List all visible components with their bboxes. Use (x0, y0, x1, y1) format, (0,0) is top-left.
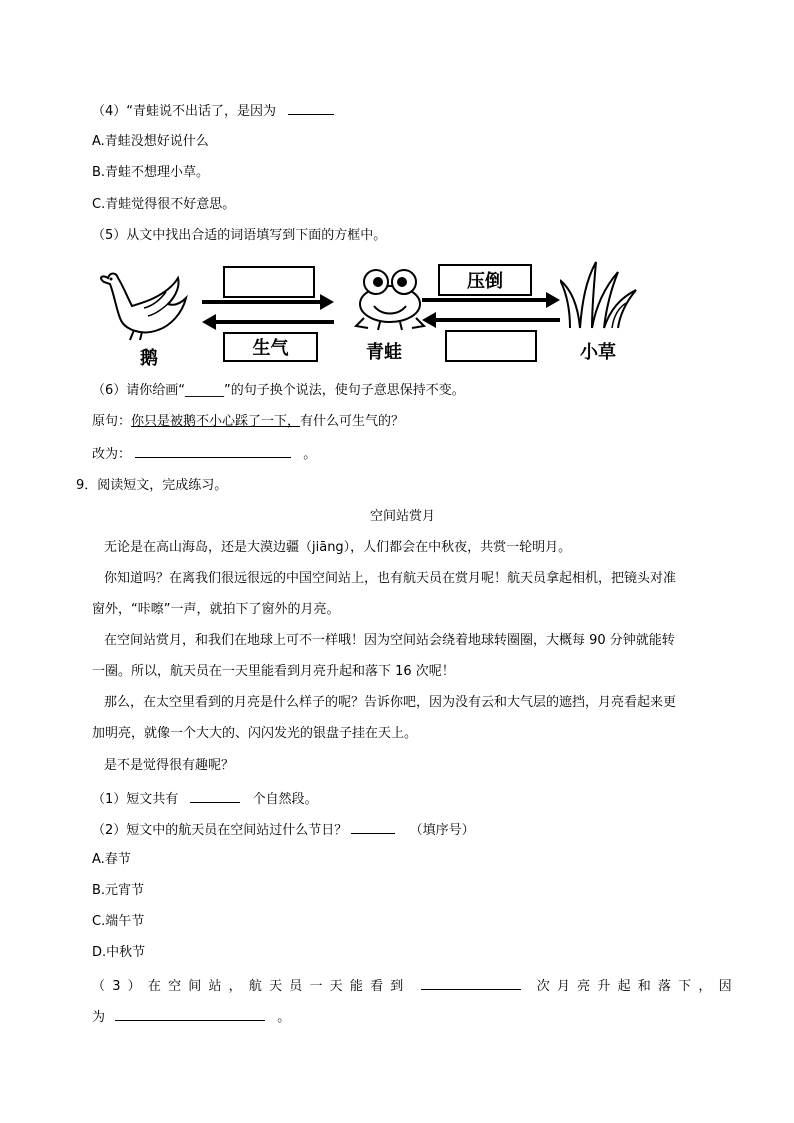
s9-q3-end: 。 (277, 1010, 291, 1025)
q6-original-rest: 有什么可生气的？ (300, 414, 405, 429)
q4-prompt-line (92, 100, 334, 122)
passage-paragraph-2-line-1: 你知道吗？在离我们很远很远的中国空间站上，也有航天员在赏月呢！航天员拿起相机，把镜头对准 (104, 571, 677, 586)
s9-q1-blank[interactable] (190, 788, 240, 803)
grass-label: 小草 (580, 342, 616, 363)
q6-rewrite-end: 。 (303, 447, 317, 462)
s9-q2-line (92, 819, 475, 841)
s9-q2-option-a: A.春节 (92, 852, 131, 867)
arrows-goose-frog-icon (198, 288, 338, 332)
q4-option-c: C.青蛙觉得很不好意思。 (92, 197, 236, 212)
s9-q2-blank[interactable] (351, 819, 395, 834)
s9-q1-prompt: （1）短文共有 (92, 792, 179, 807)
frog-label: 青蛙 (366, 342, 402, 363)
q6-rewrite-line (92, 443, 316, 465)
goose-label: 鹅 (140, 348, 158, 369)
s9-q2-prompt: （2）短文中的航天员在空间站过什么节日？ (92, 823, 348, 838)
box-anger-text: 生气 (252, 338, 289, 359)
arrows-frog-grass-icon (418, 288, 564, 332)
q6-rewrite-label: 改为： (92, 447, 132, 462)
s9-q3-middle: 次月亮升起和落下，因 (536, 979, 739, 994)
q4-answer-blank[interactable] (288, 100, 334, 115)
s9-q3-reason-label: 为 (92, 1010, 106, 1025)
s9-q2-option-b: B.元宵节 (92, 883, 145, 898)
s9-q1-suffix: 个自然段。 (252, 792, 318, 807)
passage-paragraph-4-line-1: 那么，在太空里看到的月亮是什么样子的呢？告诉你吧，因为没有云和大气层的遮挡，月亮看起来更 (104, 695, 677, 710)
s9-q3-reason-blank[interactable] (115, 1006, 265, 1021)
passage-paragraph-5: 是不是觉得很有趣呢？ (104, 758, 235, 773)
s9-q2-suffix: （填序号） (409, 823, 475, 838)
passage-paragraph-4-line-2: 加明亮，就像一个大大的、闪闪发光的银盘子挂在天上。 (92, 726, 418, 741)
goose-icon (94, 264, 190, 342)
s9-q2-option-d: D.中秋节 (92, 945, 146, 960)
q6-original-line (92, 412, 404, 432)
passage-title: 空间站赏月 (370, 509, 436, 524)
q6-original-label: 原句： (92, 414, 132, 429)
passage-paragraph-1: 无论是在高山海岛，还是大漠边疆（jiāng），人们都会在中秋夜，共赏一轮明月。 (104, 540, 572, 555)
box-press-down-text: 压倒 (467, 271, 503, 292)
s9-q3-line-1 (92, 975, 739, 997)
q6-underlined-sentence: 你只是被鹅不小心踩了一下， (131, 414, 301, 429)
q6-rewrite-blank[interactable] (135, 443, 291, 458)
q6-prompt: （6）请你给画“______”的句子换个说法，使句子意思保持不变。 (92, 383, 465, 398)
grass-icon (560, 258, 640, 330)
answer-box-grass-to-frog[interactable] (445, 330, 537, 362)
s9-q1-line (92, 788, 318, 810)
word-relationship-diagram (90, 258, 650, 370)
passage-paragraph-3-line-1: 在空间站赏月，和我们在地球上可不一样哦！因为空间站会绕着地球转圈圈，大概每 90 分钟就能转 (104, 633, 675, 648)
passage-paragraph-2-line-2: 窗外，“咔嚓”一声，就拍下了窗外的月亮。 (92, 602, 340, 617)
s9-q2-option-c: C.端午节 (92, 914, 145, 929)
passage-paragraph-3-line-2: 一圈。所以，航天员在一天里能看到月亮升起和落下 16 次呢！ (92, 664, 455, 679)
q4-prompt: （4）“青蛙说不出话了，是因为 (92, 104, 277, 119)
box-anger (223, 332, 318, 362)
section9-heading: 9．阅读短文，完成练习。 (76, 478, 228, 493)
q5-prompt: （5）从文中找出合适的词语填写到下面的方框中。 (92, 228, 387, 243)
q4-option-b: B.青蛙不想理小草。 (92, 165, 210, 180)
s9-q3-line-2 (92, 1006, 290, 1028)
q4-option-a: A.青蛙没想好说什么 (92, 134, 209, 149)
s9-q3-count-blank[interactable] (421, 975, 521, 990)
s9-q3-prompt: （3）在空间站，航天员一天能看到 (92, 979, 411, 994)
